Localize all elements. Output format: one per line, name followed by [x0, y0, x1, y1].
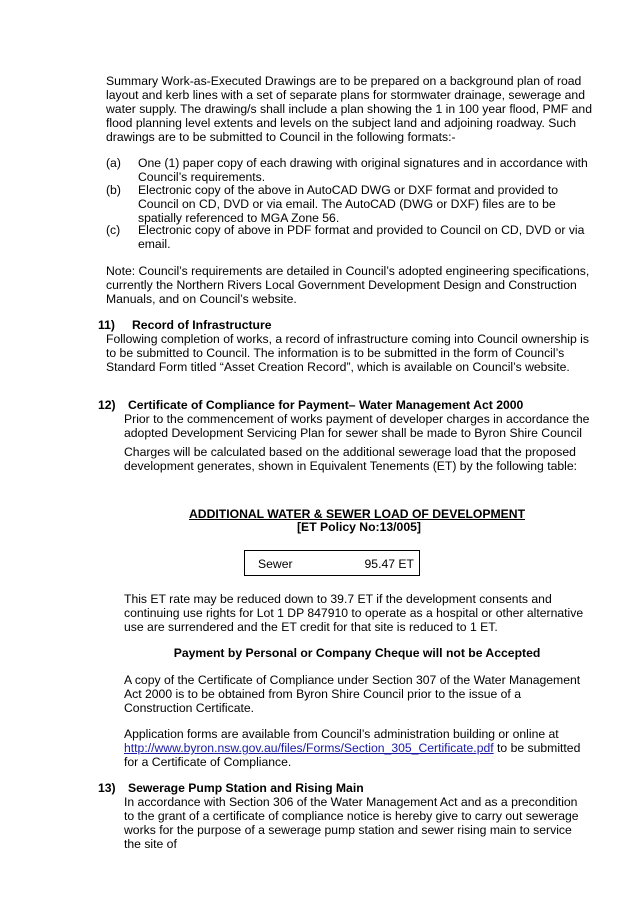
- section-number: 11): [98, 318, 115, 332]
- intro-paragraph: Summary Work-as-Executed Drawings are to be prepared on a background plan of road layout and kerb lines with a set of separate plans for stormwater drainage, sewerage and water supply. The drawing/s shall include a plan showing the 1 in 100 year flood, PMF and flood planning level extents and levels on the subject land and adjoining roadway. Such drawings are to be submitted to Council in the following formats:-: [106, 74, 592, 144]
- section-title: Certificate of Compliance for Payment– Water Management Act 2000: [128, 398, 524, 412]
- list-text: One (1) paper copy of each drawing with original signatures and in accordance with Council’s requirements.: [138, 156, 588, 184]
- section-body: Prior to the commencement of works payment of developer charges in accordance the adopted Development Servicing Plan for sewer shall be made to Byron Shire Council: [124, 412, 590, 440]
- section-body: Following completion of works, a record of infrastructure coming into Council ownership is to be submitted to Council. The information is to be submitted in the form of Council’s Standard Form titled “Asset Creation Record”, which is available on Council’s website.: [106, 332, 589, 374]
- list-text: Electronic copy of above in PDF format and provided to Council on CD, DVD or via email.: [138, 223, 585, 251]
- reduction-paragraph: This ET rate may be reduced down to 39.7 ET if the development consents and continuing use rights for Lot 1 DP 847910 to operate as a hospital or other alternative use are surrendered and the ET credit for that site is reduced to 1 ET.: [124, 592, 584, 634]
- list-text: Electronic copy of the above in AutoCAD DWG or DXF format and provided to Council on CD, DVD or via email. The AutoCAD (DWG or DXF) files are to be spatially referenced to MGA Zone 56.: [138, 183, 558, 225]
- table-row-value: 95.47 ET: [364, 557, 414, 571]
- table-policy: [ET Policy No:13/005]: [297, 520, 421, 534]
- section-title: Record of Infrastructure: [132, 318, 272, 332]
- forms-prefix: Application forms are available from Council’s administration building or online at: [124, 727, 559, 741]
- forms-paragraph: [124, 727, 590, 769]
- table-row-label: Sewer: [258, 557, 293, 571]
- list-marker: (a): [106, 156, 121, 170]
- list-marker: (b): [106, 183, 121, 197]
- section-number: 12): [98, 398, 116, 412]
- certificate-paragraph: A copy of the Certificate of Compliance under Section 307 of the Water Management Act 2000 is to be obtained from Byron Shire Council prior to the issue of a Construction Certificate.: [124, 673, 581, 715]
- section-number: 13): [98, 781, 116, 795]
- table-title: ADDITIONAL WATER & SEWER LOAD OF DEVELOPMENT: [188, 507, 526, 521]
- cheque-notice: Payment by Personal or Company Cheque will not be Accepted: [173, 646, 541, 660]
- forms-suffix: to be submitted for a Certificate of Compliance.: [124, 741, 581, 769]
- section-body: In accordance with Section 306 of the Water Management Act and as a precondition to the grant of a certificate of compliance notice is hereby give to carry out sewerage works for the purpose of a sewerage pump station and sewer rising main to service the site of: [124, 795, 579, 851]
- note-paragraph: Note: Council’s requirements are detailed in Council’s adopted engineering specifications, currently the Northern Rivers Local Government Development Design and Construction Manuals, and on Council’s website.: [106, 264, 590, 306]
- section-body: Charges will be calculated based on the additional sewerage load that the proposed development generates, shown in Equivalent Tenements (ET) by the following table:: [124, 445, 578, 473]
- forms-link[interactable]: http://www.byron.nsw.gov.au/files/Forms/Section_305_Certificate.pdf: [124, 741, 494, 755]
- et-table: [244, 550, 420, 576]
- section-title: Sewerage Pump Station and Rising Main: [128, 781, 364, 795]
- list-marker: (c): [106, 223, 121, 237]
